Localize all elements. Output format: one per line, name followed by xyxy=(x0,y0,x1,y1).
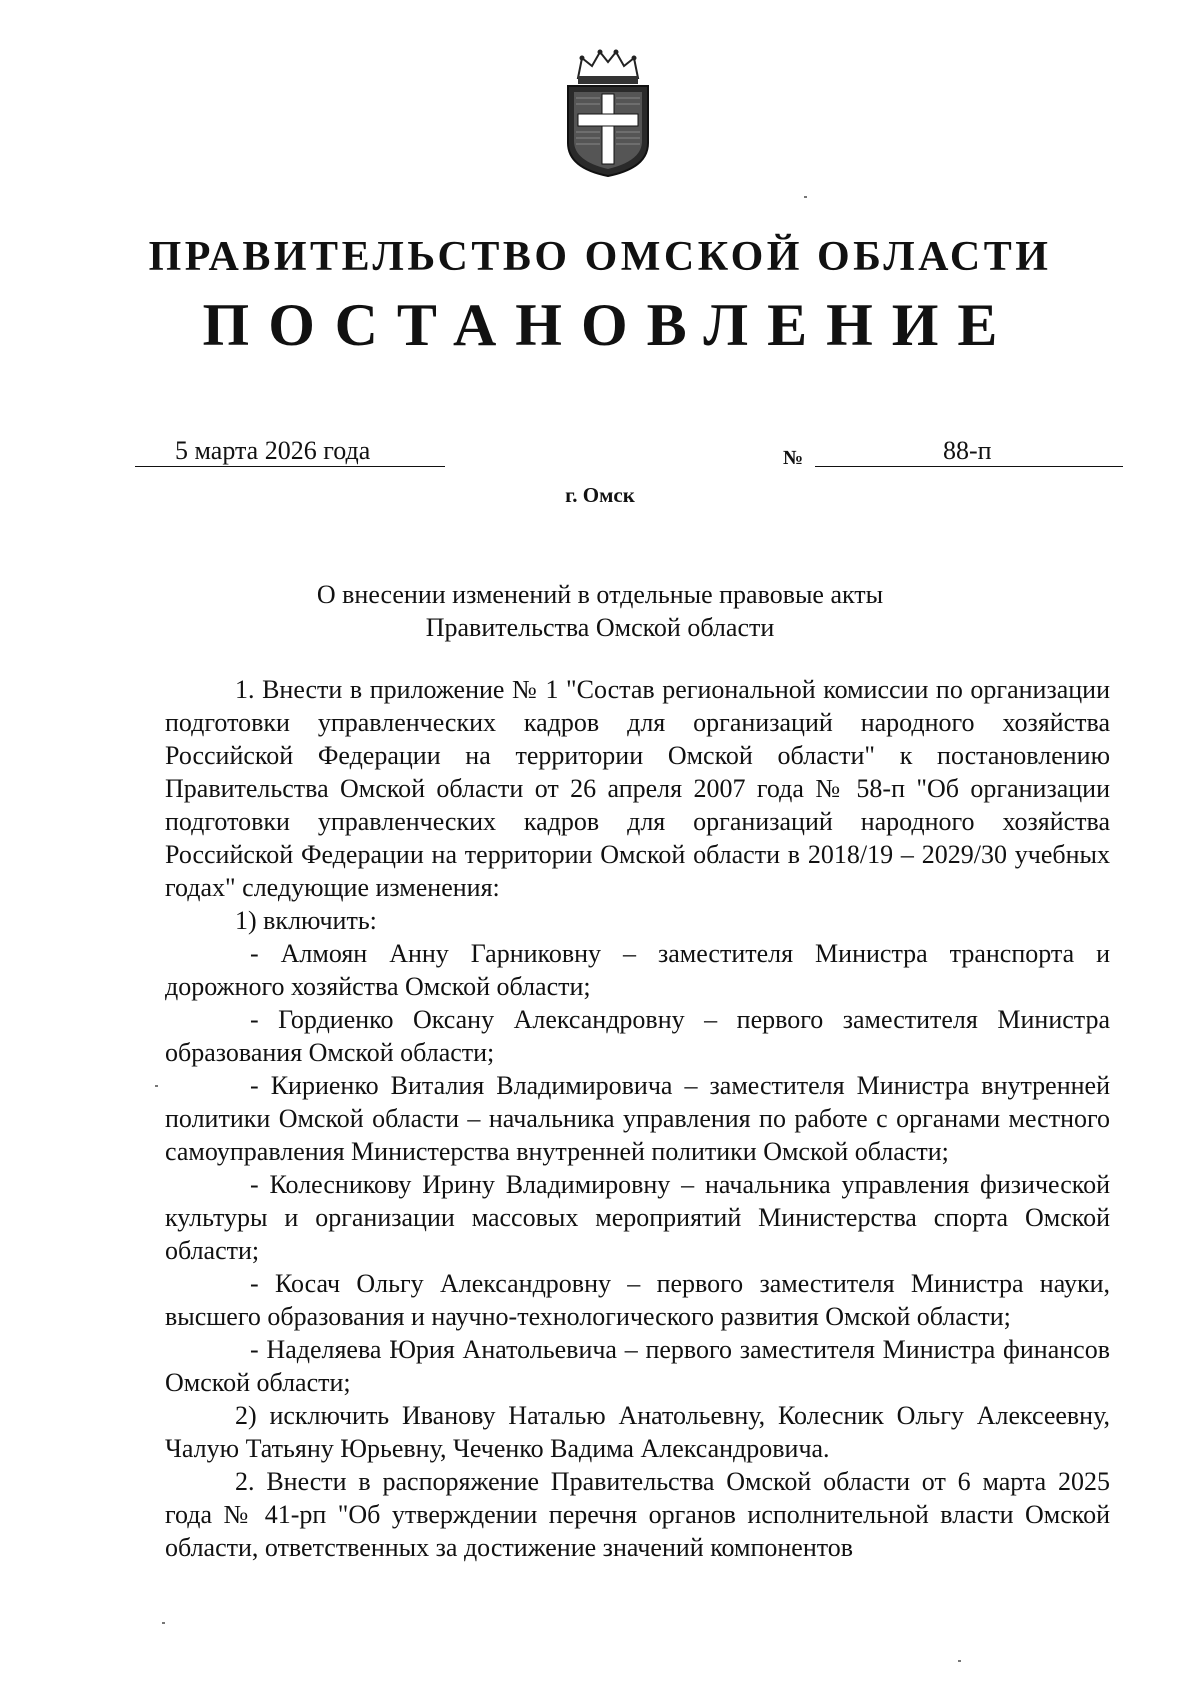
subitem-exclude: 2) исключить Иванову Наталью Анатольевну, Колесник Ольгу Алексеевну, Чалую Татьяну Юрьевну, Чеченко Вадима Александровича. xyxy=(165,1401,1110,1463)
city-label: г. Омск xyxy=(565,483,635,507)
number-value: 88-п xyxy=(943,436,992,465)
subject-line-2: Правительства Омской области xyxy=(425,613,775,642)
paragraph-1: 1. Внести в приложение № 1 "Состав региональной комиссии по организации подготовки управленческих кадров для организаций народного хозяйства Российской Федерации на территории Омской области" к постановлению Правительства Омской области от 26 апреля 2007 года № 58-п "Об организации подготовки управленческих кадров для организаций народного хозяйства Российской Федерации на территории Омской области в 2018/19 – 2029/30 учебных годах" следующие изменения: xyxy=(165,675,1110,902)
document-subject xyxy=(0,578,1200,644)
list-item: - Наделяева Юрия Анатольевича – первого заместителя Министра финансов Омской области; xyxy=(165,1335,1110,1397)
government-title: ПРАВИТЕЛЬСТВО ОМСКОЙ ОБЛАСТИ xyxy=(148,234,1052,280)
document-type-title: ПОСТАНОВЛЕНИЕ xyxy=(202,292,1017,358)
coat-of-arms-icon xyxy=(560,48,656,178)
subitem-include: 1) включить: xyxy=(235,906,377,935)
scan-speck xyxy=(804,196,807,198)
list-item: - Гордиенко Оксану Александровну – первого заместителя Министра образования Омской области; xyxy=(165,1005,1110,1067)
scan-speck xyxy=(958,1660,961,1662)
date-field xyxy=(135,436,445,467)
list-item: - Алмоян Анну Гарниковну – заместителя Министра транспорта и дорожного хозяйства Омской области; xyxy=(165,939,1110,1001)
paragraph-2: 2. Внести в распоряжение Правительства Омской области от 6 марта 2025 года № 41-рп "Об утверждении перечня органов исполнительной власти Омской области, ответственных за достижение значений компонентов xyxy=(165,1467,1110,1562)
number-field xyxy=(815,436,1123,467)
number-sign: № xyxy=(783,447,804,469)
date-value: 5 марта 2026 года xyxy=(175,436,371,465)
list-item: - Колесникову Ирину Владимировну – начальника управления физической культуры и организации массовых мероприятий Министерства спорта Омской области; xyxy=(165,1170,1110,1265)
subject-line-1: О внесении изменений в отдельные правовые акты xyxy=(316,580,884,609)
list-item: - Кириенко Виталия Владимировича – заместителя Министра внутренней политики Омской области – начальника управления по работе с органами местного самоуправления Министерства внутренней политики Омской области; xyxy=(165,1071,1110,1166)
document-body xyxy=(165,673,1110,1564)
list-item: - Косач Ольгу Александровну – первого заместителя Министра науки, высшего образования и научно-технологического развития Омской области; xyxy=(165,1269,1110,1331)
scan-speck xyxy=(162,1622,165,1624)
scan-speck xyxy=(155,1085,158,1087)
